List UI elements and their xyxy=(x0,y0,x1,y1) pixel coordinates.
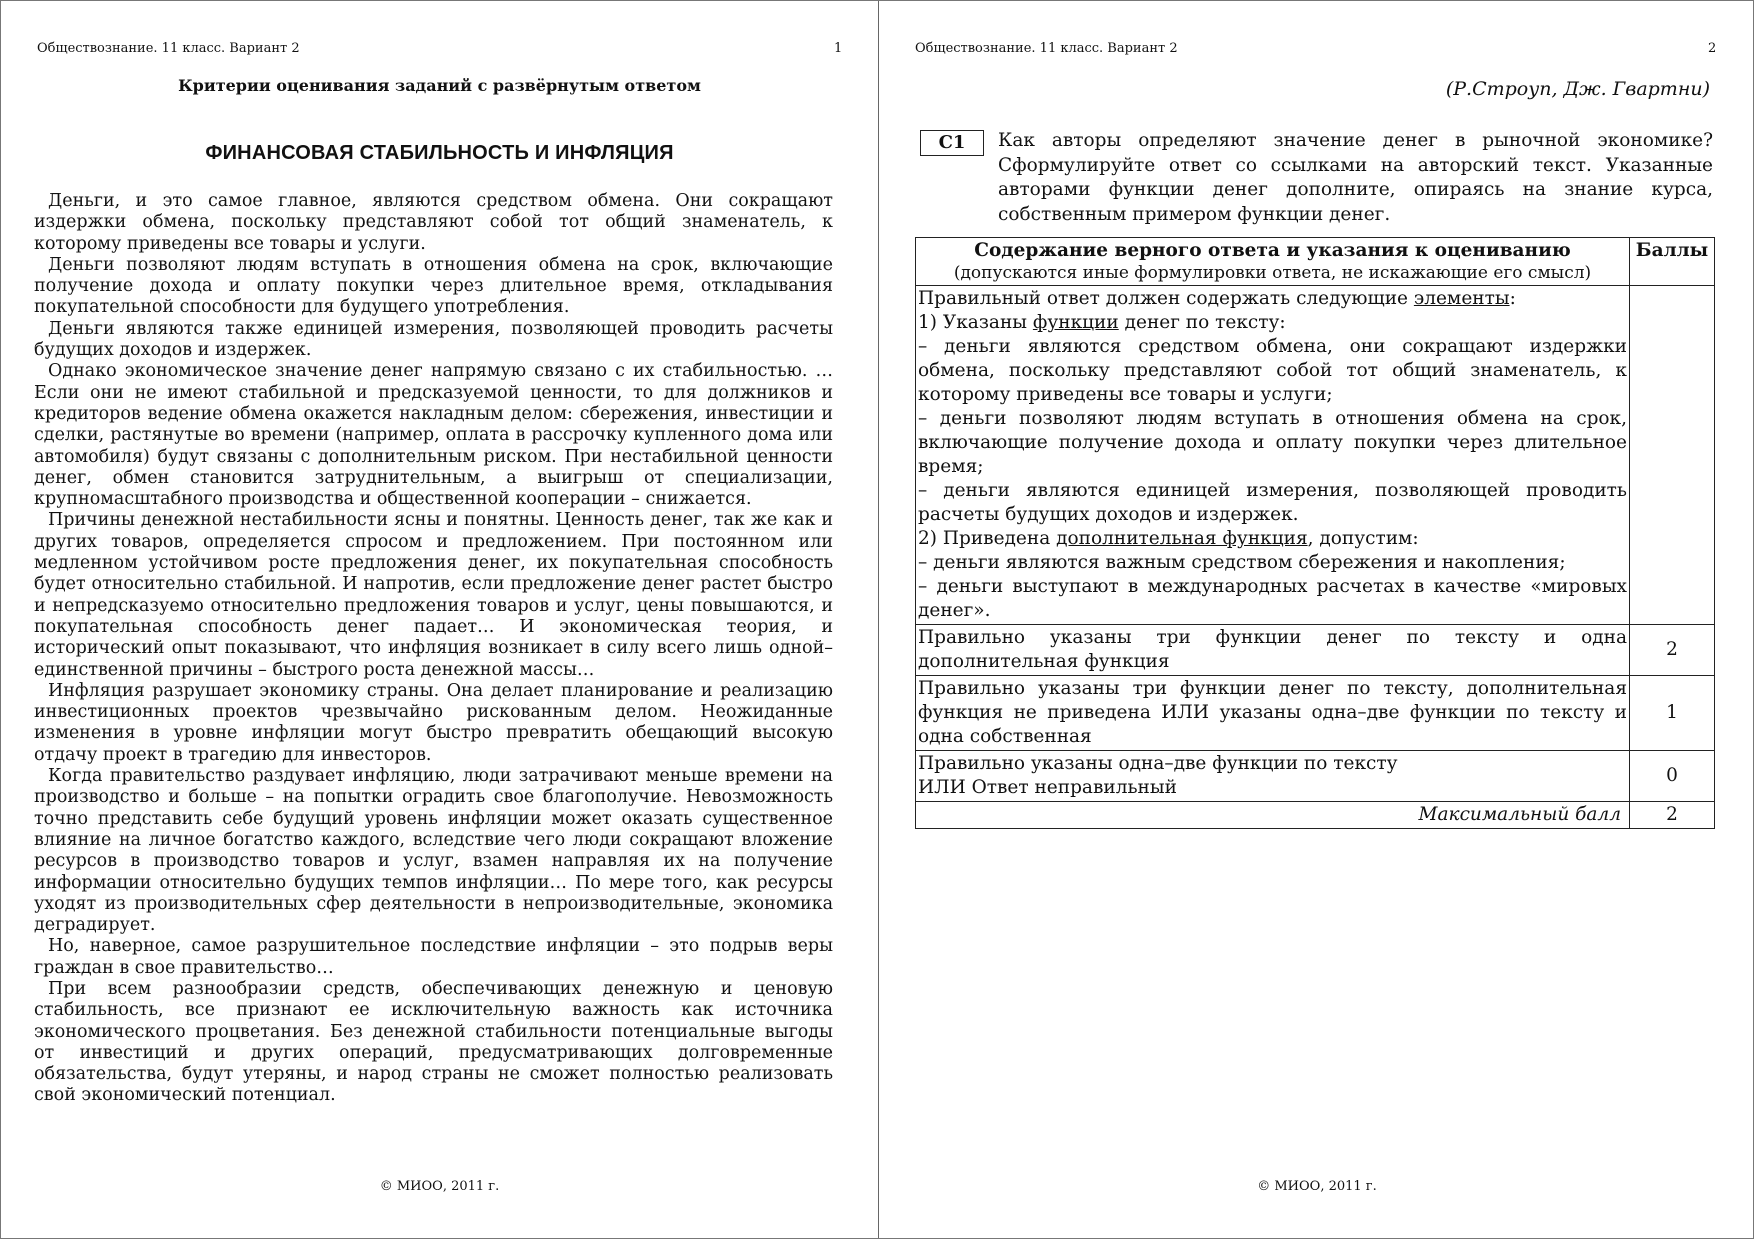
part2-prefix: 2) Приведена xyxy=(918,528,1057,549)
criterion-text xyxy=(916,751,1630,802)
extra-function-item: – деньги выступают в международных расчетах в качестве «мировых денег». xyxy=(918,576,1627,621)
criterion-text: Правильно указаны три функции денег по тексту и одна дополнительная функция xyxy=(916,625,1630,676)
answer-row xyxy=(916,286,1715,625)
page-2 xyxy=(879,1,1754,1238)
paragraph: Причины денежной нестабильности ясны и понятны. Ценность денег, так же как и других товаров, определяется спросом и предложением. При постоянном или медленном устойчивом росте предложения денег, их покупательная способность будет относительно стабильной. И напротив, если предложение денег растет быстро и непредсказуемо относительно предложения товаров и услуг, цены повышаются, и покупательная способность денег падает… И экономическая теория, и исторический опыт показывают, что инфляция возникает в силу всего лишь одной–единственной причины – быстрого роста денежной массы… xyxy=(34,510,833,680)
header-score: Баллы xyxy=(1630,238,1715,286)
paragraph: Инфляция разрушает экономику страны. Она делает планирование и реализацию инвестиционных проектов чрезвычайно рискованным делом. Неожиданные изменения в уровне инфляции могут быстро превратить обещающий высокую отдачу проект в трагедию для инвесторов. xyxy=(34,680,833,765)
page-1 xyxy=(1,1,878,1238)
max-score-value: 2 xyxy=(1630,802,1715,829)
page-number: 1 xyxy=(834,41,843,56)
part2-suffix: , допустим: xyxy=(1307,528,1419,549)
part1-prefix: 1) Указаны xyxy=(918,312,1033,333)
function-item: – деньги позволяют людям вступать в отношения обмена на срок, включающие получение дохода и оплату покупки через длительное время; xyxy=(918,408,1627,477)
part2-underlined: дополнительная функция xyxy=(1056,528,1308,549)
table-header-row xyxy=(916,238,1715,286)
table-row xyxy=(916,676,1715,751)
table-row xyxy=(916,625,1715,676)
function-item: – деньги являются средством обмена, они сокращают издержки обмена, поскольку представляют собой тот общий знаменатель, к которому приведены все товары и услуги; xyxy=(918,336,1627,405)
criteria-title: Критерии оценивания заданий с развёрнутым ответом xyxy=(178,76,701,95)
answer-score-empty xyxy=(1630,286,1715,625)
header-content-cell xyxy=(916,238,1630,286)
paragraph: Однако экономическое значение денег напрямую связано с их стабильностью. … Если они не имеют стабильной и предсказуемой ценности, то для должников и кредиторов ведение обмена окажется накладным делом: сбережения, инвестиции и сделки, растянутые во времени (например, оплата в рассрочку купленного дома или автомобиля) будут связаны с дополнительным риском. При нестабильной ценности денег, обмен становится затруднительным, а выигрыш от специализации, крупномасштабного производства и общественной кооперации – снижается. xyxy=(34,361,833,510)
paragraph: При всем разнообразии средств, обеспечивающих денежную и ценовую стабильность, все признают ее исключительную важность как источника экономического процветания. Без денежной стабильности потенциальные выгоды от инвестиций и других операций, предусматривающих долговременные обязательства, будут утеряны, и народ страны не сможет полностью реализовать свой экономический потенциал. xyxy=(34,978,833,1106)
paragraph: Деньги, и это самое главное, являются средством обмена. Они сокращают издержки обмена, поскольку представляют собой тот общий знаменатель, к которому приведены все товары и услуги. xyxy=(34,191,833,254)
max-score-row xyxy=(916,802,1715,829)
criterion-line: ИЛИ Ответ неправильный xyxy=(918,777,1177,798)
table-row xyxy=(916,751,1715,802)
header-main: Содержание верного ответа и указания к оцениванию xyxy=(974,240,1571,261)
page-header-subject: Обществознание. 11 класс. Вариант 2 xyxy=(37,41,300,56)
source-text xyxy=(34,191,833,1107)
criterion-score: 2 xyxy=(1630,625,1715,676)
page-number: 2 xyxy=(1708,41,1717,56)
paragraph: Но, наверное, самое разрушительное последствие инфляции – это подрыв веры граждан в свое правительство… xyxy=(34,936,833,978)
function-item: – деньги являются единицей измерения, позволяющей проводить расчеты будущих доходов и издержек. xyxy=(918,480,1627,525)
page-header-subject: Обществознание. 11 класс. Вариант 2 xyxy=(915,41,1178,56)
header-sub: (допускаются иные формулировки ответа, не искажающие его смысл) xyxy=(953,263,1592,283)
paragraph: Деньги являются также единицей измерения, позволяющей проводить расчеты будущих доходов и издержек. xyxy=(34,318,833,361)
part1-suffix: денег по тексту: xyxy=(1118,312,1286,333)
answer-intro: Правильный ответ должен содержать следующие xyxy=(918,288,1414,309)
part1-underlined: функции xyxy=(1032,312,1119,333)
task-label: С1 xyxy=(920,130,984,156)
extra-function-item: – деньги являются важным средством сбережения и накопления; xyxy=(918,552,1566,573)
criterion-score: 0 xyxy=(1630,751,1715,802)
criterion-score: 1 xyxy=(1630,676,1715,751)
task-question: Как авторы определяют значение денег в рыночной экономике? Сформулируйте ответ со ссылками на авторский текст. Указанные авторами функции денег дополните, опираясь на знание курса, собственным примером функции денег. xyxy=(998,130,1713,225)
footer-copyright: © МИОО, 2011 г. xyxy=(1257,1179,1377,1194)
text-title: ФИНАНСОВАЯ СТАБИЛЬНОСТЬ И ИНФЛЯЦИЯ xyxy=(205,142,674,164)
criterion-text: Правильно указаны три функции денег по тексту, дополнительная функция не приведена ИЛИ указаны одна–две функции по тексту и одна собственная xyxy=(916,676,1630,751)
paragraph: Когда правительство раздувает инфляцию, люди затрачивают меньше времени на производство и больше – на попытки оградить свое благополучие. Невозможность точно представить себе будущий уровень инфляции может оказать существенное влияние на личное богатство каждого, вследствие чего люди сокращают вложение ресурсов в производство товаров и услуг, взамен направляя их на получение информации относительно будущих темпов инфляции… По мере того, как ресурсы уходят из производительных сфер деятельности в непроизводительные, экономика деградирует. xyxy=(34,766,833,936)
footer-copyright: © МИОО, 2011 г. xyxy=(379,1179,500,1194)
criteria-table xyxy=(915,237,1715,829)
answer-intro-underlined: элементы xyxy=(1413,288,1510,309)
criterion-line: Правильно указаны одна–две функции по тексту xyxy=(918,753,1398,774)
paragraph: Деньги позволяют людям вступать в отношения обмена на срок, включающие получение дохода и оплату покупки через длительное время, откладывания покупательной способности для будущего употребления. xyxy=(34,254,833,318)
max-score-label: Максимальный балл xyxy=(916,802,1630,829)
text-authors: (Р.Строуп, Дж. Гвартни) xyxy=(1445,78,1710,100)
answer-content xyxy=(916,286,1630,625)
answer-intro-suffix: : xyxy=(1509,288,1516,309)
